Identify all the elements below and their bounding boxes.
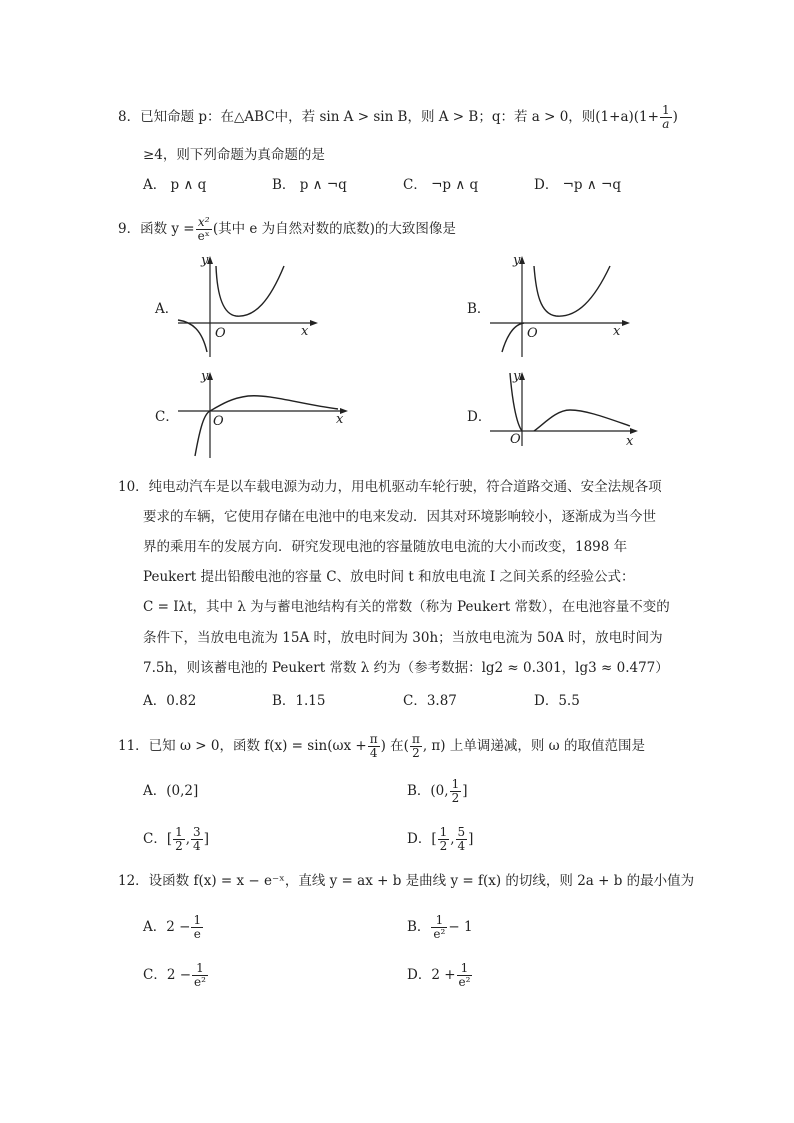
- q10-line-4: Peukert 提出铅酸电池的容量 C、放电时间 t 和放电电流 I 之间关系的经验公式：: [143, 569, 635, 585]
- y-label: y: [513, 369, 521, 384]
- origin-label: O: [215, 326, 226, 341]
- curve-left-branch: [502, 323, 524, 352]
- q9-graph-b[interactable]: [482, 252, 632, 362]
- q9-graph-c[interactable]: [170, 368, 360, 463]
- q10-line-1: 10．纯电动汽车是以车载电源为动力，用电机驱动车轮行驶，符合道路交通、安全法规各项: [118, 479, 662, 495]
- q10-line-5: C = Iλt，其中 λ 为与蓄电池结构有关的常数（称为 Peukert 常数），在电池容量不变的: [143, 599, 670, 615]
- q8-stem-line2: ≥4，则下列命题为真命题的是: [143, 147, 325, 163]
- origin-label: O: [213, 414, 224, 429]
- q10-option-c[interactable]: C．3.87: [403, 693, 457, 709]
- y-label: y: [513, 253, 521, 268]
- curve-right-branch: [534, 410, 630, 431]
- q9-fraction: $\frac{\text{x²}}{\text{eˣ}}$: [197, 215, 210, 243]
- q8-option-c[interactable]: C． ¬p ∧ q: [403, 177, 479, 193]
- curve-left-branch: [178, 320, 207, 352]
- q10-option-b[interactable]: B．1.15: [272, 693, 326, 709]
- q9-option-d-label[interactable]: D．: [467, 409, 492, 425]
- origin-label: O: [527, 326, 538, 341]
- q10-option-a[interactable]: A．0.82: [143, 693, 197, 709]
- q11-stem: 11．已知 ω > 0，函数 f(x) = sin(ωx + $\frac{\pi}{4}$ ) 在( $\frac{\pi}{2}$ , π) 上单调递减，则 ω 的取值范围是: [118, 732, 645, 760]
- q9-option-b-label[interactable]: B．: [467, 301, 491, 317]
- q9-graph-d[interactable]: [482, 368, 642, 453]
- curve-right-branch: [216, 266, 284, 316]
- q8-option-a[interactable]: A． p ∧ q: [143, 177, 207, 193]
- x-axis-arrow-icon: [310, 320, 318, 326]
- x-axis-arrow-icon: [622, 320, 630, 326]
- q8-stem-line1: 8．已知命题 p：在△ABC中，若 sin A > sin B，则 A > B；q：若 a > 0，则(1+a)(1+ $\frac{1}{a}$ ): [118, 103, 678, 131]
- q11-option-a[interactable]: A．(0,2]: [143, 783, 199, 799]
- x-label: x: [301, 324, 309, 339]
- q12-option-d[interactable]: D．2 + $\frac{1}{\text{e²}}$: [407, 961, 471, 989]
- q12-option-a[interactable]: A．2 − $\frac{1}{e}$: [143, 913, 202, 941]
- q8-option-b[interactable]: B． p ∧ ¬q: [272, 177, 347, 193]
- q11-option-b[interactable]: B．(0, $\frac{1}{2}$ ]: [407, 777, 468, 805]
- q12-stem: 12．设函数 f(x) = x − e⁻ˣ，直线 y = ax + b 是曲线 y = f(x) 的切线，则 2a + b 的最小值为: [118, 873, 695, 889]
- q12-option-c[interactable]: C．2 − $\frac{1}{\text{e²}}$: [143, 961, 206, 989]
- y-label: y: [201, 369, 209, 384]
- x-label: x: [613, 324, 621, 339]
- q11-option-c[interactable]: C．[ $\frac{1}{2}$ , $\frac{3}{4}$ ]: [143, 825, 209, 853]
- x-label: x: [626, 434, 634, 449]
- q11-option-d[interactable]: D．[ $\frac{1}{2}$ , $\frac{5}{4}$ ]: [407, 825, 474, 853]
- q10-line-6: 条件下，当放电电流为 15A 时，放电时间为 30h；当放电电流为 50A 时，放电时间为: [143, 630, 663, 646]
- q9-stem: 9．函数 y = $\frac{\text{x²}}{\text{eˣ}}$ (其中 e 为自然对数的底数)的大致图像是: [118, 215, 456, 243]
- q8-option-d[interactable]: D． ¬p ∧ ¬q: [534, 177, 621, 193]
- q10-option-d[interactable]: D．5.5: [534, 693, 580, 709]
- q10-line-2: 要求的车辆，它使用存储在电池中的电来发动．因其对环境影响较小，逐渐成为当今世: [143, 509, 656, 525]
- x-label: x: [336, 412, 344, 427]
- q9-option-c-label[interactable]: C．: [155, 409, 179, 425]
- q9-option-a-label[interactable]: A．: [155, 301, 179, 317]
- q12-option-b[interactable]: B． $\frac{1}{\text{e²}}$ − 1: [407, 913, 473, 941]
- origin-label: O: [510, 432, 521, 447]
- q10-line-3: 界的乘用车的发展方向．研究发现电池的容量随放电电流的大小而改变，1898 年: [143, 539, 628, 555]
- q11-fraction-pi-2: $\frac{\pi}{2}$: [411, 732, 420, 760]
- q9-graph-a[interactable]: [170, 252, 320, 362]
- q11-fraction-pi-4: $\frac{\pi}{4}$: [369, 732, 378, 760]
- y-label: y: [201, 253, 209, 268]
- q8-fraction: $\frac{1}{a}$: [661, 103, 670, 131]
- curve-right-branch: [534, 266, 610, 316]
- q10-line-7: 7.5h，则该蓄电池的 Peukert 常数 λ 约为（参考数据：lg2 ≈ 0.301，lg3 ≈ 0.477）: [143, 660, 669, 676]
